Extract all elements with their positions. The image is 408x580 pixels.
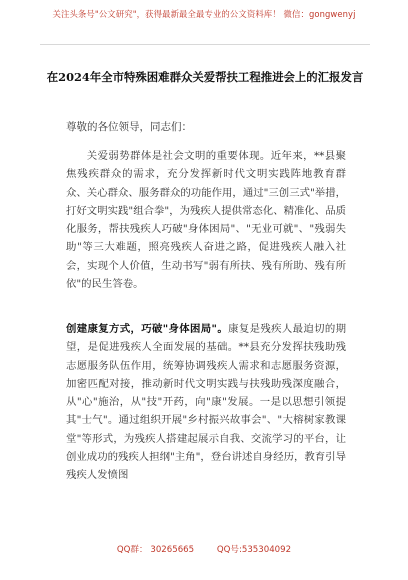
header-banner: 关注头条号"公文研究"，获得最新最全最专业的公文资料库！ 微信：gongwenyj xyxy=(52,9,356,19)
salutation: 尊敬的各位领导，同志们： xyxy=(66,121,192,133)
paragraph-lead: 创建康复方式，巧破"身体困局"。 xyxy=(66,323,229,335)
paragraph-rehabilitation xyxy=(66,320,346,485)
paragraph-intro: 关爱弱势群体是社会文明的重要体现。近年来，**县聚焦残疾群众的需求，充分发挥新时代文明实践阵地教育群众、关心群众、服务群众的功能作用，通过"三创三式"举措，打好文明实践"组合拳"，为残疾人提供常态化、精准化、品质化服务，帮扶残疾人巧破"身体困局"、"无业可就"、"残弱失助"等三大难题，照亮残疾人奋进之路，促进残疾人融入社会，实现个人价值，生动书写"弱有所扶、残有所助、残有所依"的民生答卷。 xyxy=(66,150,346,291)
header-divider xyxy=(40,44,370,45)
paragraph-body: 康复是残疾人最迫切的期望，是促进残疾人全面发展的基础。**县充分发挥扶残助残志愿服务队伍作用，统筹协调残疾人需求和志愿服务资源，加密匹配对接，推动新时代文明实践与扶残助残深度融合，从"心"施治，从"技"开药，向"康"发展。一是以思想引领提其"士气"。通过组织开展"乡村振兴故事会"、"大榕树家教课堂"等形式，为残疾人搭建起展示自我、交流学习的平台，让创业成功的残疾人担纲"主角"，登台讲述自身经历，教育引导残疾人发愤图 xyxy=(66,323,347,482)
document-title: 在2024年全市特殊困难群众关爱帮扶工程推进会上的汇报发言 xyxy=(46,70,364,84)
footer-qq-number: QQ号:535304092 xyxy=(216,545,292,555)
footer-contact xyxy=(0,543,408,555)
footer-qq-group: QQ群： 30265665 xyxy=(116,545,195,555)
